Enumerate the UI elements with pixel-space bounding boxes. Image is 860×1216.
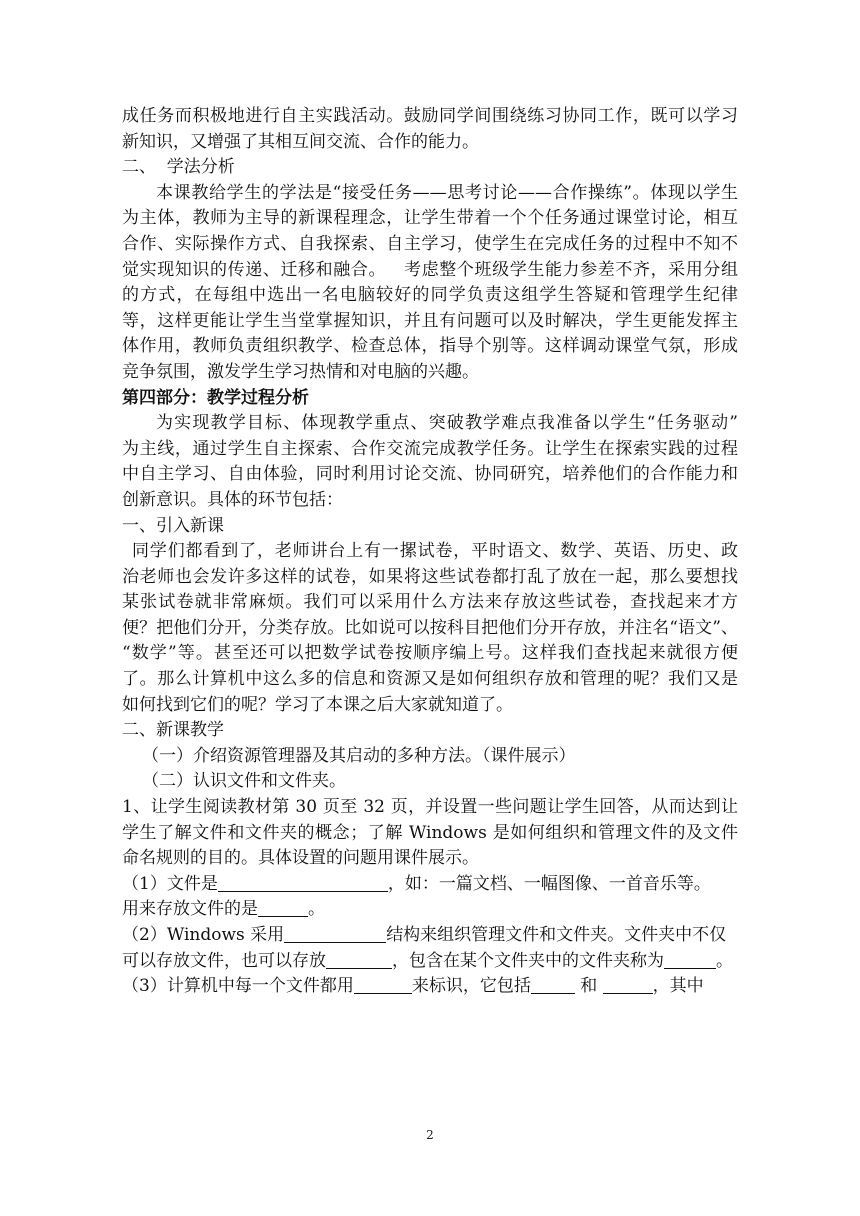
paragraph-line: 为主线，通过学生自主探索、合作交流完成教学任务。让学生在探索实践的过程 — [122, 438, 738, 459]
fill-in-blank — [603, 975, 653, 994]
paragraph-line: 同学们都看到了，老师讲台上有一摞试卷，平时语文、数学、英语、历史、政 — [132, 541, 738, 562]
question-text: ，如：一篇文档、一幅图像、一首音乐等。 — [387, 873, 711, 894]
paragraph-line: 命名规则的目的。具体设置的问题用课件展示。 — [122, 848, 479, 869]
paragraph-line: 为实现教学目标、体现教学重点、突破教学难点我准备以学生“任务驱动” — [156, 413, 738, 434]
paragraph-line: 便？把他们分开，分类存放。比如说可以按科目把他们分开存放，并注名“语文”、 — [122, 617, 738, 638]
paragraph-line: 体作用，教师负责组织教学、检查总体，指导个别等。这样调动课堂气氛，形成 — [122, 336, 738, 357]
question-2-line-2 — [122, 949, 738, 975]
paragraph-line: 觉实现知识的传递、迁移和融合。 考虑整个班级学生能力参差不齐，采用分组 — [122, 259, 738, 280]
section-heading-intro: 一、引入新课 — [122, 515, 224, 536]
fill-in-blank — [284, 924, 386, 943]
question-text: ，其中 — [652, 976, 704, 997]
question-text: 来标识，它包括 — [411, 976, 531, 997]
question-text: 。 — [308, 899, 325, 920]
question-text: 用来存放文件的是 — [122, 899, 258, 920]
question-text: （1）文件是 — [122, 873, 218, 894]
paragraph-line: 了。那么计算机中这么多的信息和资源又是如何组织存放和管理的呢？我们又是 — [122, 669, 738, 690]
question-1-line-2 — [122, 897, 738, 923]
question-text: （2）Windows 采用 — [122, 925, 285, 945]
document-body — [122, 104, 738, 1000]
paragraph-line: 等，这样更能让学生当堂掌握知识，并且有问题可以及时解决，学生更能发挥主 — [122, 310, 738, 331]
fill-in-blank — [326, 950, 392, 969]
question-2-line-1 — [122, 923, 738, 949]
paragraph-line: 1、让学生阅读教材第 30 页至 32 页，并设置一些问题让学生回答，从而达到让 — [122, 797, 738, 818]
question-text: 和 — [574, 976, 603, 997]
fill-in-blank — [218, 873, 388, 892]
section-heading-study-method: 二、 学法分析 — [122, 157, 235, 178]
paragraph-line: 如何找到它们的呢？学习了本课之后大家就知道了。 — [122, 694, 513, 715]
paragraph-line: 为主体，教师为主导的新课程理念，让学生带着一个个任务通过课堂讨论，相互 — [122, 208, 738, 229]
question-text: ，包含在某个文件夹中的文件夹称为 — [392, 950, 664, 971]
subsection-files-folders: （二）认识文件和文件夹。 — [142, 771, 346, 792]
question-text: 结构来组织管理文件和文件夹。文件夹中不仅 — [386, 925, 727, 945]
subsection-resource-manager: （一）介绍资源管理器及其启动的多种方法。（课件展示） — [142, 745, 576, 766]
paragraph-line: 竞争氛围，激发学生学习热情和对电脑的兴趣。 — [122, 361, 479, 382]
paragraph-line: 合作、实际操作方式、自我探索、自主学习，使学生在完成任务的过程中不知不 — [122, 233, 738, 254]
question-3-line-1 — [122, 974, 738, 1000]
paragraph-line: 中自主学习、自由体验，同时利用讨论交流、协同研究，培养他们的合作能力和 — [122, 464, 738, 485]
paragraph-line: 的方式，在每组中选出一名电脑较好的同学负责这组学生答疑和管理学生纪律 — [122, 285, 738, 306]
question-1-line-1 — [122, 872, 738, 898]
paragraph-line: 新知识，又增强了其相互间交流、合作的能力。 — [122, 131, 479, 152]
fill-in-blank — [664, 950, 716, 969]
paragraph-line: 本课教给学生的学法是“接受任务——思考讨论——合作操练”。体现以学生 — [156, 182, 738, 203]
question-text: 可以存放文件，也可以存放 — [122, 950, 326, 971]
page-number: 2 — [426, 1128, 434, 1142]
fill-in-blank — [258, 898, 308, 917]
paragraph-line: 某张试卷就非常麻烦。我们可以采用什么方法来存放这些试卷，查找起来才方 — [122, 592, 738, 613]
fill-in-blank — [354, 975, 412, 994]
section-heading-teaching-process: 第四部分：教学过程分析 — [122, 387, 309, 408]
question-text: （3）计算机中每一个文件都用 — [122, 976, 354, 997]
question-text: 。 — [716, 950, 733, 971]
paragraph-line: 治老师也会发许多这样的试卷，如果将这些试卷都打乱了放在一起，那么要想找 — [122, 566, 738, 587]
paragraph-line: 学生了解文件和文件夹的概念；了解 Windows 是如何组织和管理文件的及文件 — [122, 822, 738, 843]
paragraph-line: 成任务而积极地进行自主实践活动。鼓励同学间围绕练习协同工作，既可以学习 — [122, 106, 738, 126]
section-heading-new-lesson: 二、新课教学 — [122, 720, 224, 741]
paragraph-line: “数学”等。甚至还可以把数学试卷按顺序编上号。这样我们查找起来就很方便 — [122, 643, 738, 664]
paragraph-line: 创新意识。具体的环节包括： — [122, 489, 343, 510]
fill-in-blank — [531, 975, 575, 994]
